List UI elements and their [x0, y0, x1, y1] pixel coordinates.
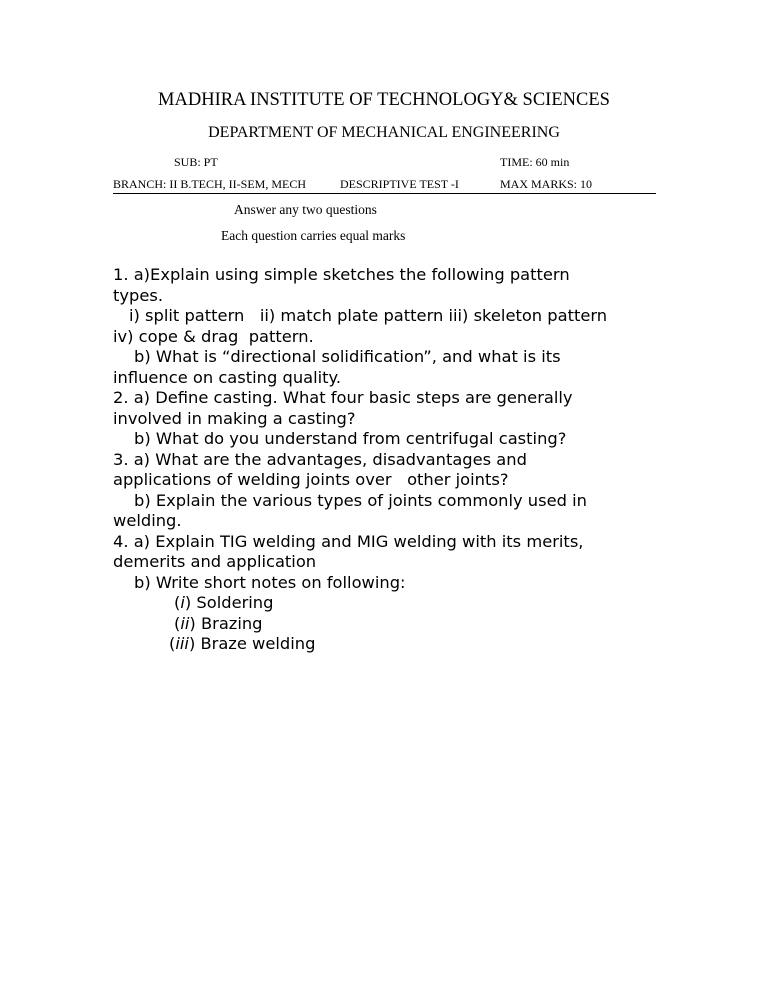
question-line: iv) cope & drag pattern.: [113, 326, 314, 346]
subject-label: SUB: PT: [174, 155, 218, 169]
note-number: ii: [180, 613, 190, 633]
note-item: (i) Soldering: [174, 593, 274, 612]
note-text: Soldering: [196, 593, 274, 612]
question-line: b) Write short notes on following:: [134, 572, 406, 592]
test-label: DESCRIPTIVE TEST -I: [340, 177, 459, 191]
question-line: b) What is “directional solidification”, and what is its: [134, 347, 561, 366]
question-line: 1. a)Explain using simple sketches the following pattern: [113, 265, 570, 284]
question-line: demerits and application: [113, 552, 317, 571]
question-line: 4. a) Explain TIG welding and MIG welding with its merits,: [113, 531, 584, 551]
question-list: [113, 265, 673, 655]
question-line: influence on casting quality.: [113, 367, 342, 387]
note-number: i: [180, 593, 185, 612]
note-item: (iii) Braze welding: [169, 634, 316, 653]
instruction-line: Answer any two questions: [234, 202, 377, 217]
question-line: b) Explain the various types of joints commonly used in: [134, 490, 587, 510]
header-divider: [113, 193, 656, 194]
note-text: Braze welding: [200, 634, 316, 653]
note-text: Brazing: [200, 613, 263, 633]
note-number: iii: [175, 634, 189, 653]
question-line: welding.: [113, 511, 182, 530]
question-line: applications of welding joints over other joints?: [113, 470, 509, 489]
branch-label: BRANCH: II B.TECH, II-SEM, MECH: [113, 177, 307, 191]
instruction-line: Each question carries equal marks: [221, 228, 406, 243]
question-line: b) What do you understand from centrifugal casting?: [134, 429, 567, 448]
question-line: involved in making a casting?: [113, 408, 356, 428]
note-item: (ii) Brazing: [174, 613, 263, 633]
question-line: types.: [113, 285, 164, 305]
time-label: TIME: 60 min: [500, 155, 570, 169]
question-line: 2. a) Define casting. What four basic steps are generally: [113, 388, 573, 407]
question-line: i) split pattern ii) match plate pattern iii) skeleton pattern: [129, 306, 608, 325]
question-line: 3. a) What are the advantages, disadvantages and: [113, 449, 527, 469]
max-marks-label: MAX MARKS: 10: [500, 177, 593, 191]
institute-name: MADHIRA INSTITUTE OF TECHNOLOGY& SCIENCES: [158, 90, 610, 110]
department-name: DEPARTMENT OF MECHANICAL ENGINEERING: [208, 124, 560, 141]
